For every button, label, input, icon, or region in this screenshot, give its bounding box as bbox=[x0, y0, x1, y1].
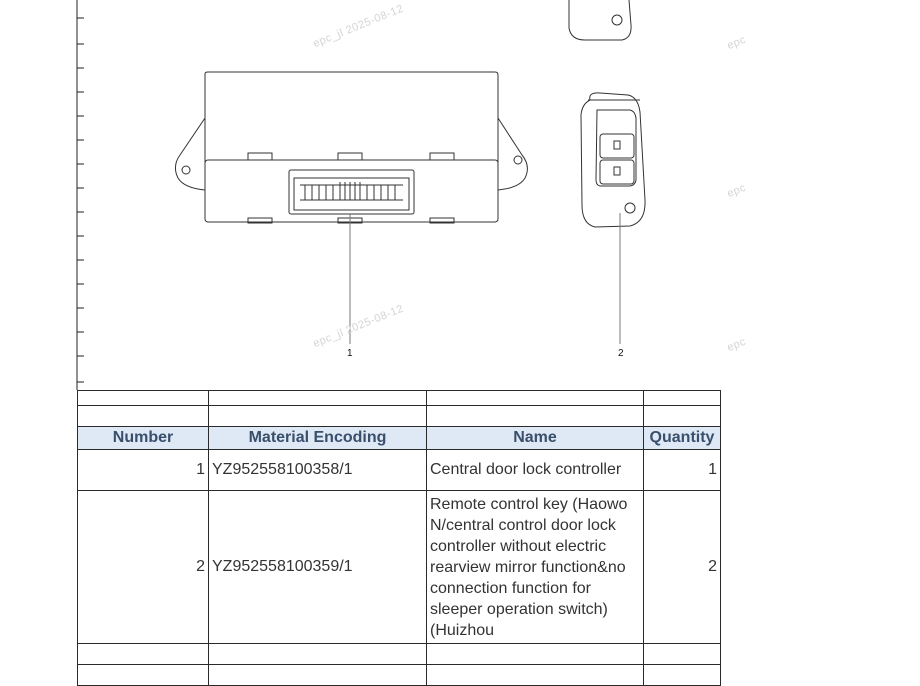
table-spacer-row bbox=[78, 406, 721, 427]
cell-quantity: 2 bbox=[644, 491, 721, 644]
cell-quantity: 1 bbox=[644, 450, 721, 491]
callout-number-1: 1 bbox=[347, 348, 353, 359]
column-header-number: Number bbox=[78, 427, 209, 450]
watermark-text: epc_jl 2025-08-12 bbox=[311, 302, 406, 350]
watermark-text: epc bbox=[725, 33, 748, 52]
table-spacer-row bbox=[78, 644, 721, 665]
callout-number-2: 2 bbox=[618, 348, 624, 359]
watermark-text: epc_jl 2025-08-12 bbox=[311, 2, 406, 50]
watermark-text: epc bbox=[725, 181, 748, 200]
table-row bbox=[78, 491, 721, 644]
cell-material-encoding: YZ952558100359/1 bbox=[209, 491, 427, 644]
key-partial-drawing bbox=[569, 0, 631, 40]
table-spacer-row bbox=[78, 391, 721, 406]
left-ruler bbox=[77, 0, 84, 390]
cell-name: Remote control key (Haowo N/central control door lock controller without electric rearview mirror function&no connection function for sleeper operation switch) (Huizhou bbox=[427, 491, 644, 644]
table-spacer-row bbox=[78, 665, 721, 686]
remote-key-drawing bbox=[581, 93, 645, 344]
column-header-material-encoding: Material Encoding bbox=[209, 427, 427, 450]
door-lock-controller-drawing bbox=[175, 72, 527, 344]
column-header-name: Name bbox=[427, 427, 644, 450]
cell-material-encoding: YZ952558100358/1 bbox=[209, 450, 427, 491]
table-header-row bbox=[78, 427, 721, 450]
cell-number: 1 bbox=[78, 450, 209, 491]
cell-name: Central door lock controller bbox=[427, 450, 644, 491]
table-row bbox=[78, 450, 721, 491]
column-header-quantity: Quantity bbox=[644, 427, 721, 450]
cell-number: 2 bbox=[78, 491, 209, 644]
parts-table bbox=[77, 390, 721, 686]
watermark-text: epc bbox=[725, 335, 748, 354]
